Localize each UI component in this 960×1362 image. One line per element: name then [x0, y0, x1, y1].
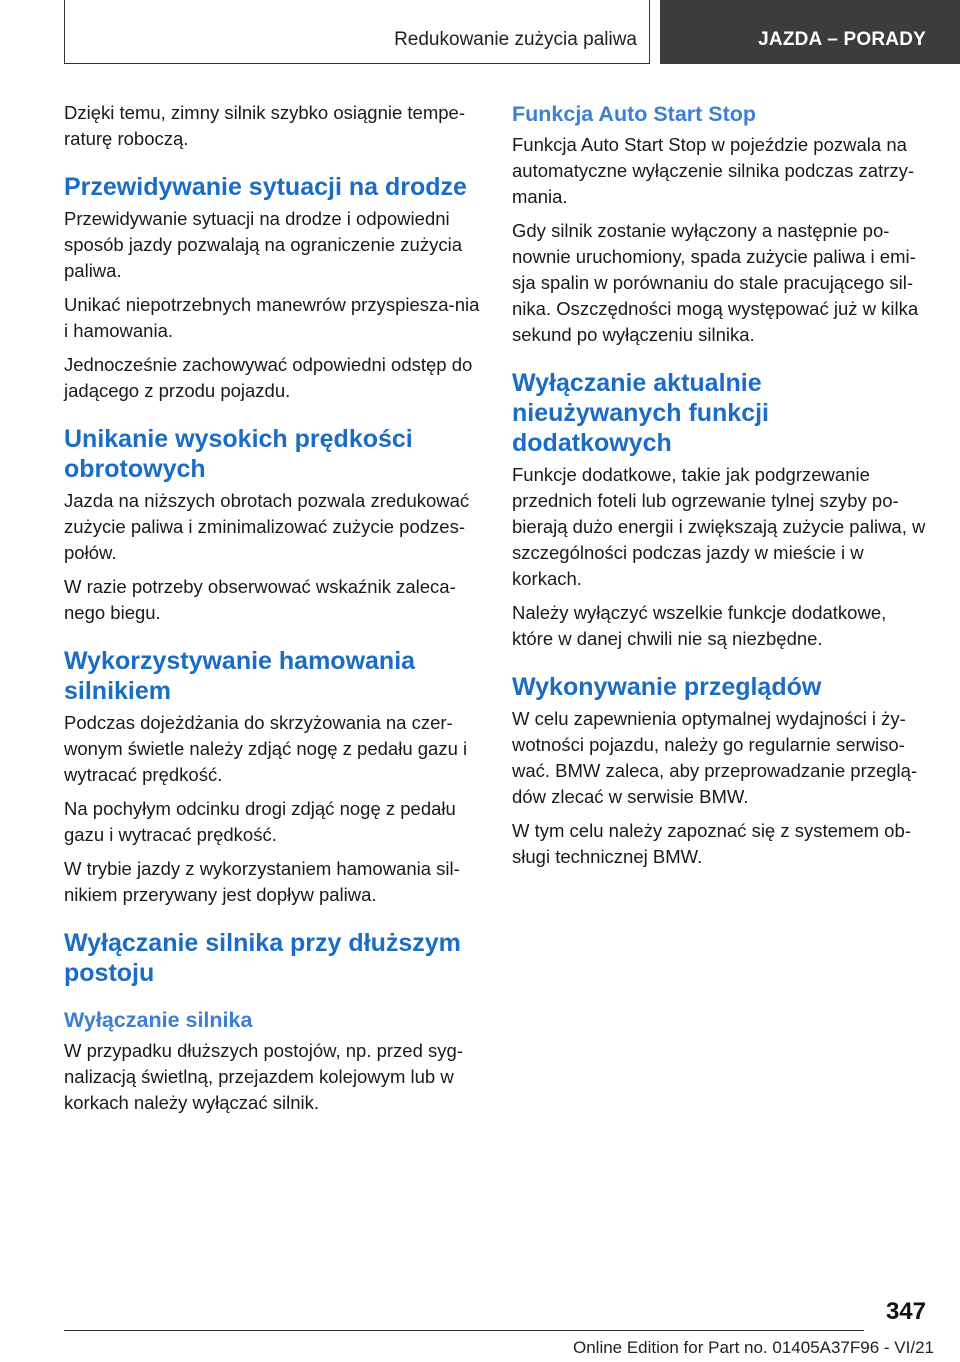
paragraph: W trybie jazdy z wykorzystaniem hamowania sil-nikiem przerywany jest dopływ paliwa. [64, 858, 460, 905]
page-header [0, 0, 960, 66]
paragraph: Jednocześnie zachowywać odpowiedni odstęp do jadącego z przodu pojazdu. [64, 354, 473, 401]
paragraph: Gdy silnik zostanie wyłączony a następnie po-nownie uruchomiony, spada zużycie paliwa i emi-sja spalin w porównaniu do stale pracującego sil-nika. Oszczędności mogą występować już w kilka sekund po wyłączeniu silnika. [512, 220, 919, 345]
page-footer [0, 1338, 960, 1362]
right-column [512, 100, 932, 878]
paragraph: Funkcje dodatkowe, takie jak podgrzewanie przednich foteli lub ogrzewanie tylnej szyby po-bierają dużo energii i zwiększają zużycie paliwa, w szczególności podczas jazdy w mieście i w korkach. [512, 464, 926, 589]
heading-long-stops: Wyłączanie silnika przy dłuższym postoju [64, 929, 461, 987]
paragraph: W przypadku dłuższych postojów, np. przed syg-nalizacją świetlną, przejazdem kolejowym lub w korkach należy wyłączać silnik. [64, 1040, 463, 1113]
heading-unused-functions: Wyłączanie aktualnie nieużywanych funkcji dodatkowych [512, 369, 770, 457]
chapter-tab [660, 0, 960, 64]
left-column [64, 100, 480, 1124]
paragraph: Przewidywanie sytuacji na drodze i odpowiedni sposób jazdy pozwalają na ograniczenie zużycia paliwa. [64, 208, 462, 281]
paragraph: W razie potrzeby obserwować wskaźnik zaleca-nego biegu. [64, 576, 456, 623]
paragraph: Unikać niepotrzebnych manewrów przyspiesza-nia i hamowania. [64, 294, 480, 341]
heading-high-rpm: Unikanie wysokich prędkości obrotowych [64, 425, 413, 483]
chapter-title: JAZDA – PORADY [758, 29, 926, 50]
heading-engine-braking: Wykorzystywanie hamowania silnikiem [64, 647, 416, 705]
paragraph: Podczas dojeżdżania do skrzyżowania na czer-wonym świetle należy zdjąć nogę z pedału gazu i wytracać prędkość. [64, 712, 468, 785]
footer-divider [64, 1330, 864, 1331]
heading-anticipation: Przewidywanie sytuacji na drodze [64, 173, 467, 201]
section-title-box [64, 0, 650, 64]
paragraph: Funkcja Auto Start Stop w pojeździe pozwala na automatyczne wyłączenie silnika podczas zatrzy-mania. [512, 134, 915, 207]
paragraph: Jazda na niższych obrotach pozwala zredukować zużycie paliwa i zminimalizować zużycie podzes-połów. [64, 490, 470, 563]
section-title: Redukowanie zużycia paliwa [394, 29, 637, 50]
subheading-engine-off: Wyłączanie silnika [64, 1008, 253, 1032]
paragraph: W celu zapewnienia optymalnej wydajności i ży-wotności pojazdu, należy go regularnie serwiso-wać. BMW zaleca, aby przeprowadzanie przeglą-dów zlecać w serwisie BMW. [512, 708, 918, 807]
heading-maintenance: Wykonywanie przeglądów [512, 673, 822, 701]
edition-info: Online Edition for Part no. 01405A37F96 - VI/21 [572, 1338, 934, 1357]
paragraph: W tym celu należy zapoznać się z systemem ob-sługi technicznej BMW. [512, 820, 911, 867]
paragraph: Na pochyłym odcinku drogi zdjąć nogę z pedału gazu i wytracać prędkość. [64, 798, 456, 845]
paragraph-intro: Dzięki temu, zimny silnik szybko osiągnie tempe-raturę roboczą. [64, 102, 465, 149]
subheading-auto-start-stop: Funkcja Auto Start Stop [512, 102, 757, 126]
paragraph: Należy wyłączyć wszelkie funkcje dodatkowe, które w danej chwili nie są niezbędne. [512, 602, 887, 649]
page-number: 347 [885, 1298, 926, 1325]
